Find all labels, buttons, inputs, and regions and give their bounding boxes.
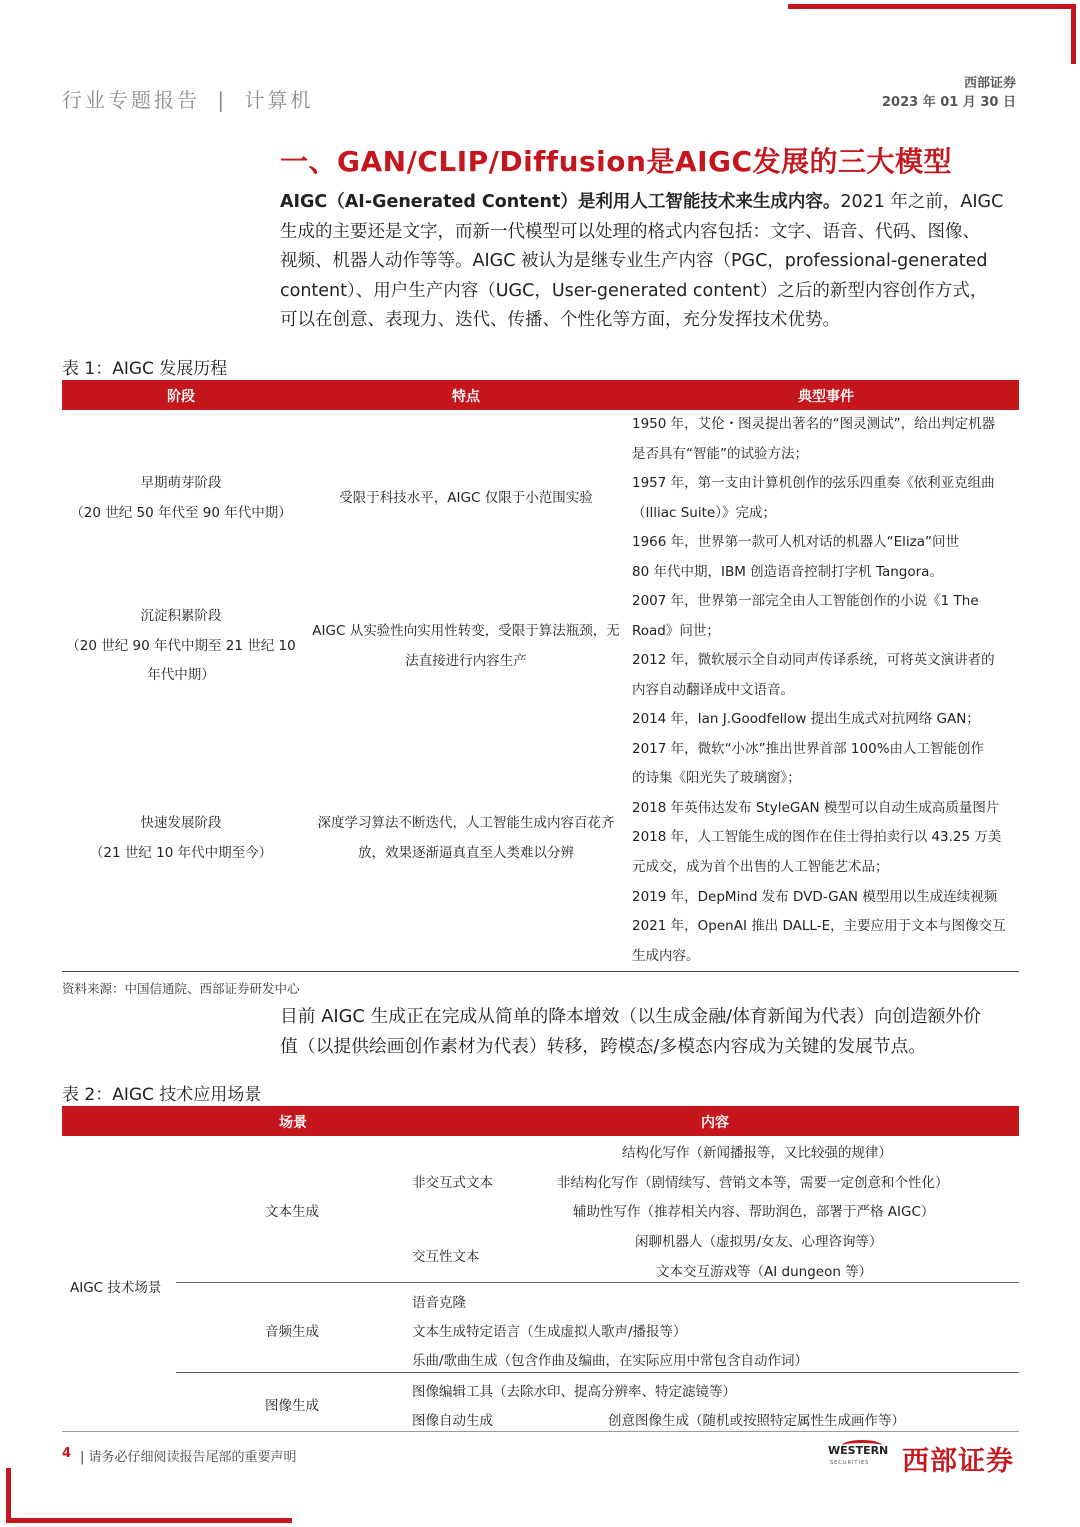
table2-caption: 表 2：AIGC 技术应用场景 [62, 1085, 262, 1105]
table1-caption: 表 1：AIGC 发展历程 [62, 359, 228, 379]
event-line: 2007 年，世界第一部完全由人工智能创作的小说《1 The [632, 593, 979, 609]
stage-name: 早期萌芽阶段 [140, 475, 222, 491]
report-header [62, 84, 313, 113]
event-line: 2018 年，人工智能生成的图作在佳士得拍卖行以 43.25 万美 [632, 829, 1002, 846]
list-item: 结构化写作（新闻播报等，又比较强的规律） [622, 1145, 892, 1161]
event-line: 2012 年，微软展示全自动同声传译系统，可将英文演讲者的 [632, 652, 995, 669]
table2 [62, 1106, 1019, 1136]
event-line: 1950 年，艾伦・图灵提出著名的“图灵测试”，给出判定机器 [632, 416, 996, 432]
section-title: 一、GAN/CLIP/Diffusion是AIGC发展的三大模型 [280, 145, 953, 178]
footer-rule [62, 1431, 1019, 1432]
event-line: 内容自动翻译成中文语音。 [632, 681, 794, 698]
para2-line-1: 值（以提供绘画创作素材为代表）转移，跨模态/多模态内容成为关键的发展节点。 [280, 1035, 927, 1057]
event-line: 2019 年，DepMind 发布 DVD-GAN 模型用以生成连续视频 [632, 888, 998, 905]
intro-paragraph [280, 188, 1020, 336]
table1 [62, 380, 1019, 410]
table1-source: 资料来源：中国信通院、西部证券研发中心 [62, 981, 300, 996]
event-line: 1957 年，第一支由计算机创作的弦乐四重奏《依利亚克组曲 [632, 475, 995, 492]
list-item: 乐曲/歌曲生成（包含作曲及编曲，在实际应用中常包含自动作词） [412, 1353, 809, 1369]
footer-notice: | 请务必仔细阅读报告尾部的重要声明 [80, 1450, 297, 1465]
stage-name: 快速发展阶段 [140, 815, 222, 831]
stage-events [632, 587, 1022, 705]
header-meta [882, 74, 1016, 112]
table-row [62, 469, 300, 528]
table2-header-scene: 场景 [279, 1115, 307, 1131]
corner-accent-top [788, 4, 1076, 9]
list-item: 创意图像生成（随机或按照特定属性生成画作等） [608, 1413, 905, 1429]
company-name: 西部证券 [963, 76, 1016, 91]
event-line: （Illiac Suite）》完成； [632, 504, 776, 521]
list-item: 闲聊机器人（虚拟男/女友、心理咨询等） [635, 1234, 883, 1250]
table1-header-events: 典型事件 [798, 389, 854, 405]
table-row [62, 602, 300, 691]
list-item: 文本生成特定语言（生成虚拟人歌声/播报等） [412, 1324, 687, 1340]
table2-divider-2 [176, 1372, 1019, 1373]
interactive-label: 交互性文本 [412, 1249, 480, 1265]
logo-english-sub: SECURITIES [830, 1460, 870, 1466]
report-date: 2023 年 01 月 30 日 [882, 95, 1016, 110]
list-item: 语音克隆 [412, 1295, 466, 1311]
event-line: 的诗集《阳光失了玻璃窗》； [632, 770, 801, 787]
list-item: 非结构化写作（剧情续写、营销文本等，需要一定创意和个性化） [557, 1175, 949, 1191]
event-line: 2014 年，Ian J.Goodfellow 提出生成式对抗网络 GAN； [632, 711, 980, 727]
logo-english: WESTERN [828, 1444, 889, 1457]
list-item: 图像编辑工具（去除水印、提高分辨率、特定滤镜等） [412, 1384, 736, 1400]
event-line: Road》问世； [632, 622, 720, 639]
stage-feature: 受限于科技水平，AIGC 仅限于小范围实验 [339, 490, 593, 506]
table-row [62, 809, 300, 868]
event-line: 1966 年，世界第一款可人机对话的机器人“Eliza”问世 [632, 534, 960, 551]
event-line: 生成内容。 [632, 947, 700, 964]
list-item: 图像自动生成 [412, 1413, 493, 1429]
stage-feature: AIGC 从实验性向实用性转变，受限于算法瓶颈，无 法直接进行内容生产 [312, 623, 620, 669]
text-gen-label: 文本生成 [265, 1204, 319, 1220]
industry-label: 计算机 [244, 88, 314, 112]
image-gen-label: 图像生成 [265, 1398, 319, 1414]
header-separator: | [217, 88, 228, 112]
table2-root: AIGC 技术场景 [70, 1280, 162, 1296]
event-line: 元成交，成为首个出售的人工智能艺术品； [632, 858, 889, 875]
audio-gen-label: 音频生成 [265, 1324, 319, 1340]
list-item: 文本交互游戏等（AI dungeon 等） [656, 1264, 873, 1280]
para2 [280, 1002, 1020, 1061]
stage-feature: 深度学习算法不断迭代，人工智能生成内容百花齐 放，效果逐渐逼真直至人类难以分辨 [317, 815, 615, 861]
event-line: 2021 年，OpenAI 推出 DALL-E，主要应用于文本与图像交互 [632, 918, 1006, 935]
table1-bottom-rule [62, 971, 1019, 972]
table2-divider-1 [176, 1282, 1019, 1283]
stage-name: 沉淀积累阶段 [140, 608, 222, 624]
para2-line-0: 目前 AIGC 生成正在完成从简单的降本增效（以生成金融/体育新闻为代表）向创造额外价 [280, 1006, 982, 1027]
event-line: 80 年代中期，IBM 创造语音控制打字机 Tangora。 [632, 563, 943, 580]
stage-events [632, 705, 1022, 971]
event-line: 是否具有“智能”的试验方法； [632, 445, 808, 462]
logo-chinese: 西部证券 [902, 1446, 1014, 1477]
corner-accent-bottom-vertical [6, 1468, 11, 1523]
report-type: 行业专题报告 [62, 88, 200, 112]
stage-period-cont: 年代中期） [147, 667, 215, 684]
intro-line-4: 可以在创意、表现力、迭代、传播、个性化等方面，充分发挥技术优势。 [280, 310, 840, 331]
non-interactive-label: 非交互式文本 [412, 1175, 493, 1191]
table1-header [62, 380, 1019, 410]
intro-line-2: 视频、机器人动作等等。AIGC 被认为是继专业生产内容（PGC，professional-generated [280, 251, 988, 272]
table1-header-stage: 阶段 [167, 389, 195, 405]
list-item: 辅助性写作（推荐相关内容、帮助润色，部署于严格 AIGC） [573, 1204, 935, 1220]
page-number: 4 [62, 1446, 72, 1461]
event-line: 2017 年，微软“小冰”推出世界首部 100%由人工智能创作 [632, 740, 985, 757]
stage-events [632, 410, 1022, 588]
event-line: 2018 年英伟达发布 StyleGAN 模型可以自动生成高质量图片 [632, 799, 1000, 816]
corner-accent-top-vertical [1071, 4, 1076, 64]
intro-bold: AIGC（AI-Generated Content）是利用人工智能技术来生成内容。 [280, 192, 841, 212]
stage-period: （20 世纪 90 年代中期至 21 世纪 10 [66, 637, 296, 654]
table2-header-content: 内容 [701, 1115, 729, 1131]
corner-accent-bottom [6, 1518, 292, 1523]
table2-header [62, 1106, 1019, 1136]
stage-period: （21 世纪 10 年代中期至今） [89, 844, 273, 861]
stage-period: （20 世纪 50 年代至 90 年代中期） [70, 504, 292, 521]
table1-header-feature: 特点 [452, 389, 480, 405]
intro-line-1: 生成的主要还是文字，而新一代模型可以处理的格式内容包括：文字、语音、代码、图像、 [280, 221, 980, 242]
intro-line-3: content）、用户生产内容（UGC，User-generated content）之后的新型内容创作方式， [280, 280, 988, 301]
intro-line-0: 2021 年之前，AIGC [840, 192, 1004, 212]
